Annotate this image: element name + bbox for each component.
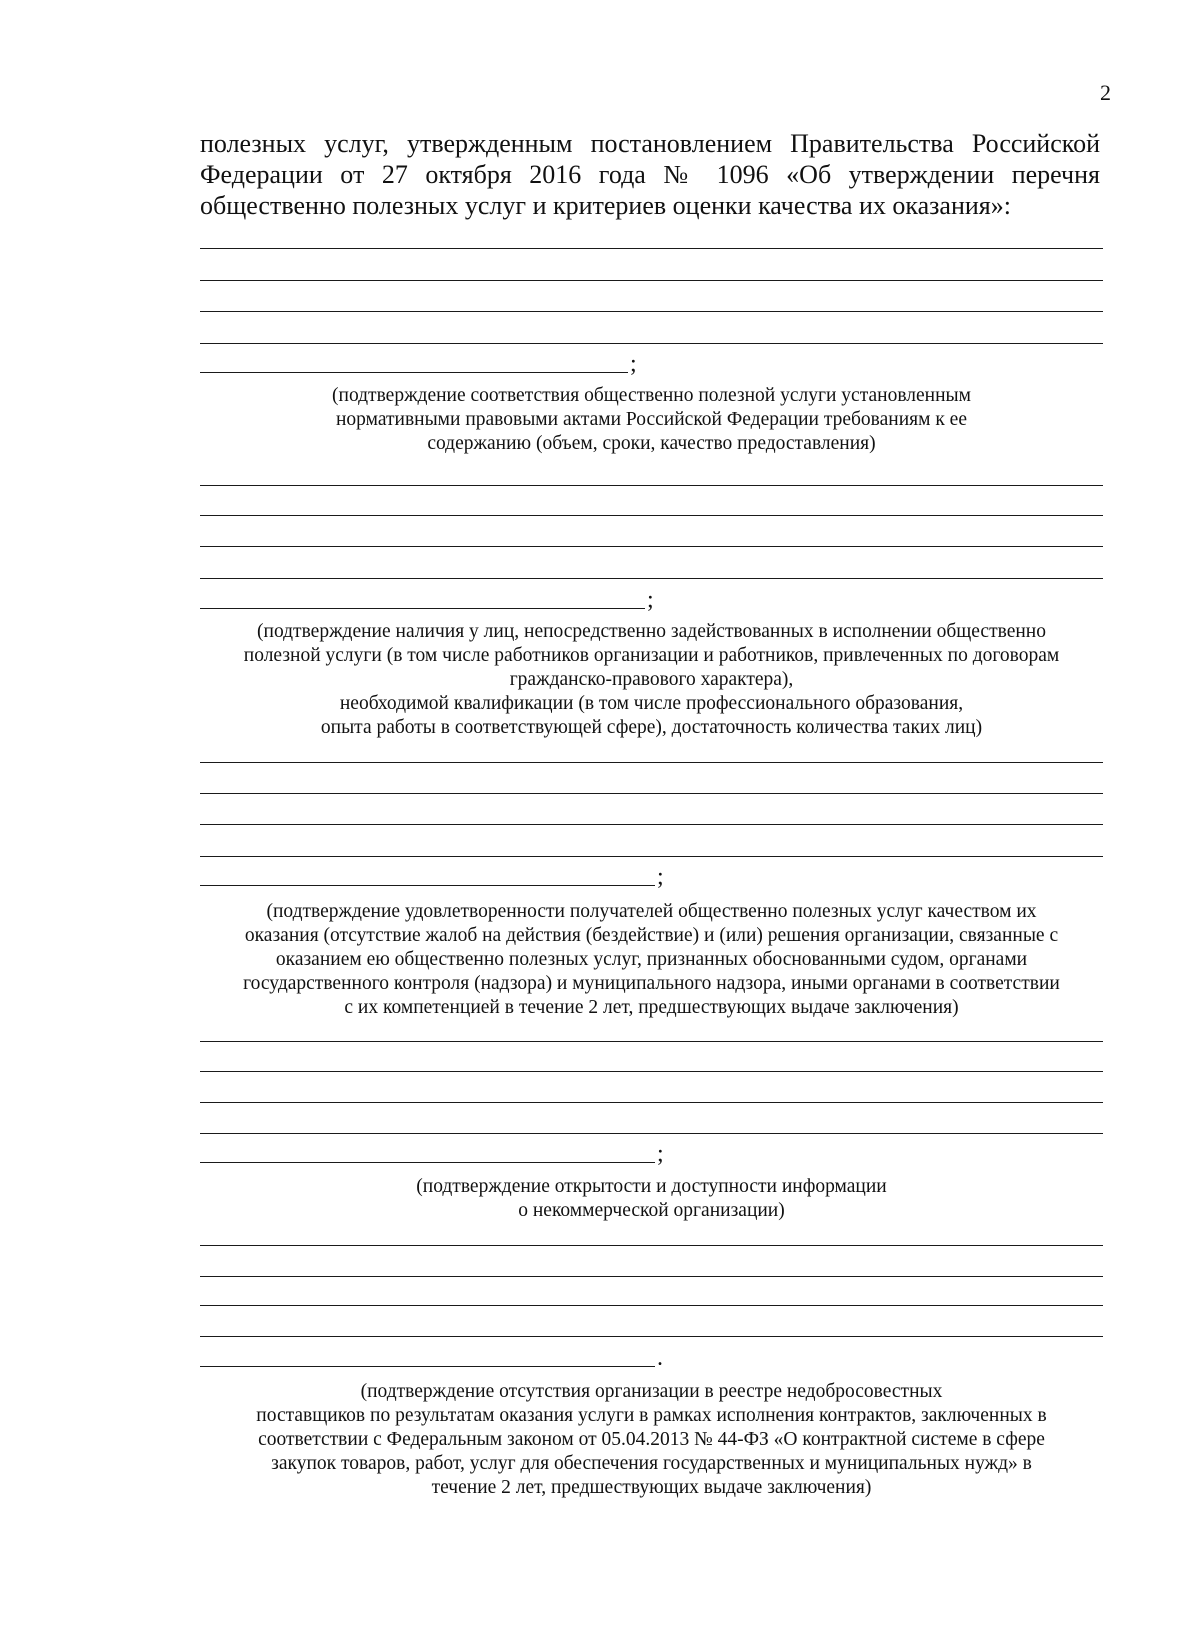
- line-end-punctuation: .: [657, 1345, 663, 1371]
- fill-in-line[interactable]: [200, 824, 1103, 825]
- fill-in-line[interactable]: [200, 248, 1103, 249]
- caption-line: полезной услуги (в том числе работников организации и работников, привлеченных по договорам: [243, 645, 1060, 666]
- line-end-punctuation: ;: [630, 351, 637, 377]
- fill-in-line-final[interactable]: [200, 1162, 655, 1163]
- fill-in-line-final[interactable]: [200, 372, 628, 373]
- caption-line: содержанию (объем, сроки, качество предоставления): [427, 433, 876, 454]
- caption-line: поставщиков по результатам оказания услуги в рамках исполнения контрактов, заключенных в: [256, 1405, 1047, 1426]
- fill-in-line[interactable]: [200, 515, 1103, 516]
- caption-line: гражданско-правового характера),: [509, 669, 794, 690]
- fill-in-line[interactable]: [200, 343, 1103, 344]
- fill-in-line[interactable]: [200, 1071, 1103, 1072]
- field-caption: [200, 900, 1103, 1020]
- line-end-punctuation: ;: [657, 864, 664, 890]
- caption-line: оказанием ею общественно полезных услуг, признанных обоснованными судом, органами: [275, 949, 1028, 970]
- caption-line: (подтверждение удовлетворенности получателей общественно полезных услуг качеством их: [266, 901, 1037, 922]
- caption-line: (подтверждение отсутствия организации в реестре недобросовестных: [360, 1381, 943, 1402]
- caption-line: нормативными правовыми актами Российской Федерации требованиям к ее: [335, 409, 967, 430]
- caption-line: с их компетенцией в течение 2 лет, предшествующих выдаче заключения): [344, 997, 959, 1018]
- fill-in-line[interactable]: [200, 1336, 1103, 1337]
- fill-in-line-final[interactable]: [200, 608, 645, 609]
- caption-line: оказания (отсутствие жалоб на действия (бездействие) и (или) решения организации, связанные с: [244, 925, 1059, 946]
- caption-line: (подтверждение соответствия общественно полезной услуги установленным: [332, 385, 971, 406]
- caption-line: государственного контроля (надзора) и муниципального надзора, иными органами в соответствии: [243, 973, 1060, 994]
- fill-in-line[interactable]: [200, 856, 1103, 857]
- fill-in-line[interactable]: [200, 578, 1103, 579]
- fill-in-line[interactable]: [200, 1102, 1103, 1103]
- field-caption: [200, 620, 1103, 740]
- caption-line: необходимой квалификации (в том числе профессионального образования,: [339, 693, 964, 714]
- caption-line: течение 2 лет, предшествующих выдаче заключения): [431, 1477, 872, 1498]
- fill-in-line-final[interactable]: [200, 1366, 655, 1367]
- fill-in-line-final[interactable]: [200, 885, 655, 886]
- fill-in-line[interactable]: [200, 280, 1103, 281]
- fill-in-line[interactable]: [200, 1305, 1103, 1306]
- fill-in-line[interactable]: [200, 1276, 1103, 1277]
- fill-in-line[interactable]: [200, 1245, 1103, 1246]
- line-end-punctuation: ;: [647, 587, 654, 613]
- fill-in-line[interactable]: [200, 1133, 1103, 1134]
- intro-paragraph: полезных услуг, утвержденным постановлением Правительства Российской Федерации от 27 октября 2016 года № 1096 «Об утверждении перечня общественно полезных услуг и критериев оценки качества их оказания»:: [200, 129, 1100, 220]
- fill-in-line[interactable]: [200, 546, 1103, 547]
- field-caption: [200, 384, 1103, 456]
- caption-line: (подтверждение наличия у лиц, непосредственно задействованных в исполнении общественно: [257, 621, 1046, 642]
- caption-line: о некоммерческой организации): [518, 1200, 785, 1221]
- fill-in-line[interactable]: [200, 762, 1103, 763]
- caption-line: соответствии с Федеральным законом от 05.04.2013 № 44-ФЗ «О контрактной системе в сфере: [258, 1429, 1045, 1450]
- page-number: 2: [1100, 80, 1111, 105]
- caption-line: опыта работы в соответствующей сфере), достаточность количества таких лиц): [320, 717, 983, 738]
- fill-in-line[interactable]: [200, 311, 1103, 312]
- fill-in-line[interactable]: [200, 793, 1103, 794]
- fill-in-line[interactable]: [200, 485, 1103, 486]
- line-end-punctuation: ;: [657, 1141, 664, 1167]
- field-caption: [200, 1175, 1103, 1223]
- fill-in-line[interactable]: [200, 1041, 1103, 1042]
- field-caption: [200, 1380, 1103, 1500]
- caption-line: (подтверждение открытости и доступности информации: [416, 1176, 887, 1197]
- caption-line: закупок товаров, работ, услуг для обеспечения государственных и муниципальных нужд» в: [271, 1453, 1032, 1474]
